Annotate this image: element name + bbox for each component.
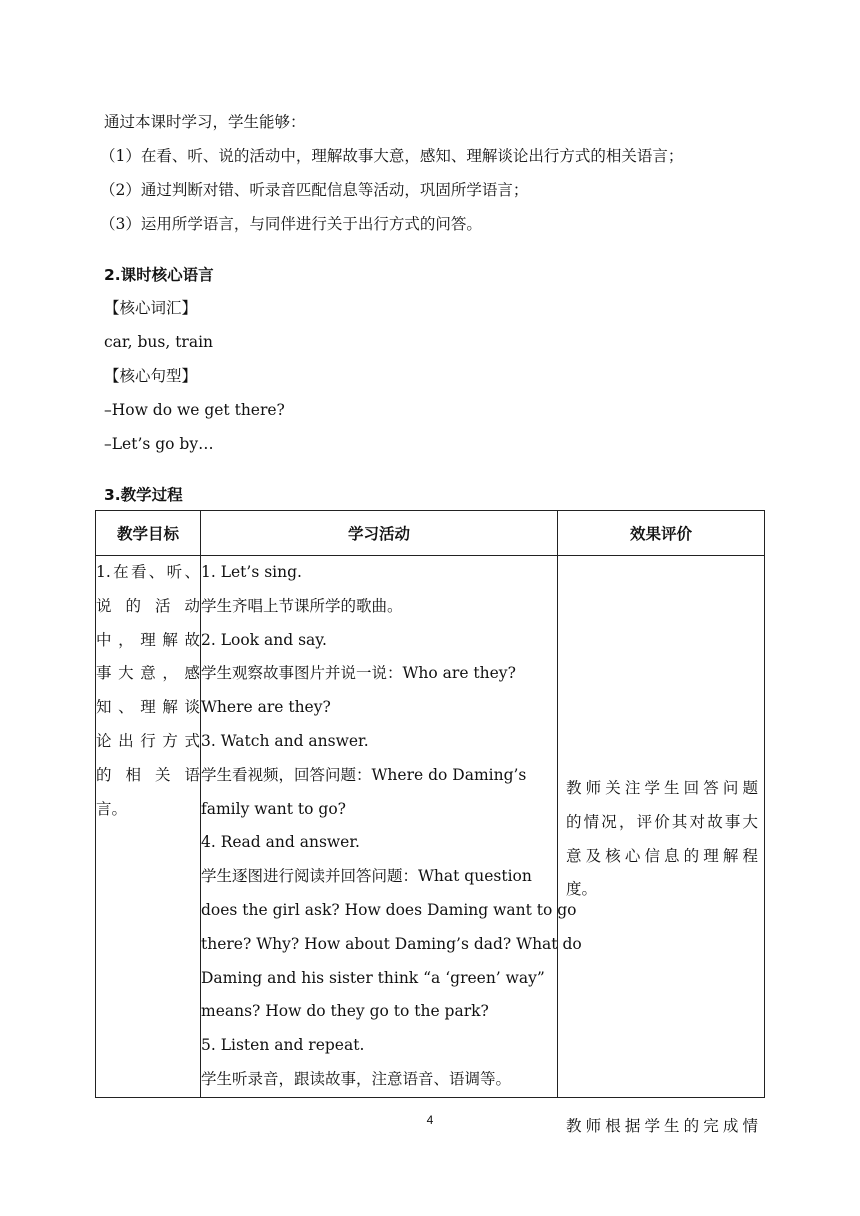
- goal-line: 事大意，感: [96, 664, 200, 683]
- activity-cell: [201, 556, 582, 1098]
- evaluation-line: 的情况，评价其对故事大: [566, 812, 758, 831]
- teaching-process-table: [95, 510, 765, 1135]
- header-goal: 教学目标: [96, 511, 201, 556]
- activity-line: does the girl ask? How does Daming want to go: [201, 900, 577, 919]
- page-number: 4: [426, 1113, 434, 1127]
- goal-line: 说的活动: [96, 596, 200, 615]
- table-header-row: [96, 511, 765, 556]
- activity-line: 学生看视频，回答问题：Where do Daming’s: [201, 765, 527, 784]
- goal-line: 中，理解故: [96, 630, 200, 649]
- header-evaluation: 效果评价: [558, 511, 765, 556]
- pattern-answer: –Let’s go by…: [104, 435, 214, 453]
- goal-line: 知、理解谈: [96, 698, 200, 717]
- activity-line: 1. Let’s sing.: [201, 563, 302, 581]
- evaluation-block-1: [566, 772, 758, 907]
- vocab-label: 【核心词汇】: [104, 299, 198, 317]
- activity-line: 2. Look and say.: [201, 630, 327, 649]
- table-row: [96, 556, 765, 1098]
- evaluation-line: 度。: [566, 880, 598, 899]
- goal-line: 的相关语: [96, 765, 200, 784]
- section-2-heading: 2.课时核心语言: [104, 266, 214, 284]
- objective-1: （1）在看、听、说的活动中，理解故事大意，感知、理解谈论出行方式的相关语言；: [100, 147, 684, 165]
- evaluation-cell: [558, 556, 765, 1135]
- objective-3: （3）运用所学语言，与同伴进行关于出行方式的问答。: [100, 215, 482, 233]
- pattern-question: –How do we get there?: [104, 401, 285, 419]
- activity-line: 学生听录音，跟读故事，注意语音、语调等。: [201, 1069, 512, 1088]
- header-activity: 学习活动: [201, 511, 558, 556]
- intro-lead: 通过本课时学习，学生能够：: [104, 113, 306, 131]
- activity-line: 4. Read and answer.: [201, 833, 360, 852]
- activity-line: there? Why? How about Daming’s dad? What do: [201, 934, 582, 953]
- pattern-label: 【核心句型】: [104, 367, 198, 385]
- activity-line: 5. Listen and repeat.: [201, 1036, 365, 1055]
- goal-line: 论出行方式: [96, 731, 200, 750]
- goal-cell: [96, 556, 201, 1098]
- activity-line: family want to go?: [201, 799, 346, 818]
- vocab-list: car, bus, train: [104, 333, 214, 351]
- activity-line: 学生齐唱上节课所学的歌曲。: [201, 596, 403, 615]
- activity-line: 学生逐图进行阅读并回答问题：What question: [201, 867, 532, 886]
- evaluation-line: 意及核心信息的理解程: [566, 846, 758, 865]
- activity-line: Where are they?: [201, 698, 331, 717]
- evaluation-line: 教师根据学生的完成情: [566, 1117, 758, 1135]
- evaluation-line: 教师关注学生回答问题: [566, 779, 758, 797]
- goal-line: 言。: [96, 799, 128, 818]
- activity-line: means? How do they go to the park?: [201, 1002, 489, 1021]
- goal-line: 1.在看、听、: [96, 563, 200, 581]
- objective-2: （2）通过判断对错、听录音匹配信息等活动，巩固所学语言；: [100, 181, 529, 199]
- activity-line: 3. Watch and answer.: [201, 731, 369, 750]
- activity-line: 学生观察故事图片并说一说：Who are they?: [201, 664, 516, 683]
- section-3-heading: 3.教学过程: [104, 486, 183, 504]
- activity-line: Daming and his sister think “a ‘green’ way”: [201, 968, 545, 987]
